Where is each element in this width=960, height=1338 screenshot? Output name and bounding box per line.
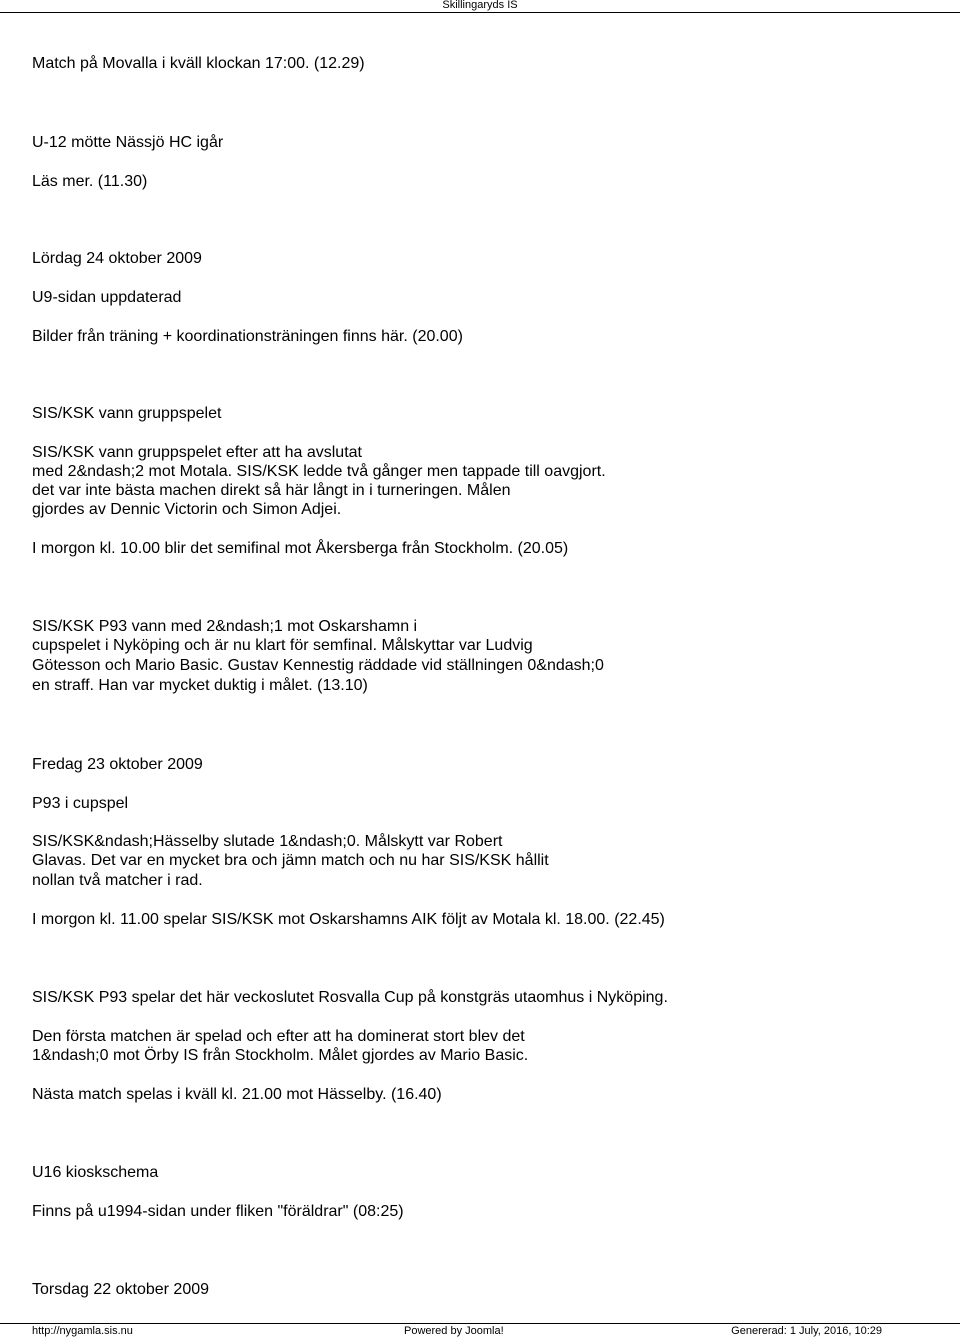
news-headline[interactable]: U16 kioskschema bbox=[32, 1164, 159, 1181]
page-header-title: Skillingaryds IS bbox=[442, 0, 518, 11]
news-line: I morgon kl. 11.00 spelar SIS/KSK mot Oskarshamns AIK följt av Motala kl. 18.00. (22.45) bbox=[32, 911, 665, 928]
news-line: gjordes av Dennic Victorin och Simon Adjei. bbox=[32, 501, 342, 518]
news-line: SIS/KSK&ndash;Hässelby slutade 1&ndash;0. Målskytt var Robert bbox=[32, 833, 503, 850]
news-line: Bilder från träning + koordinationsträningen finns här. (20.00) bbox=[32, 328, 463, 345]
footer-powered-by: Powered by Joomla! bbox=[404, 1325, 504, 1337]
news-line: SIS/KSK vann gruppspelet efter att ha avslutat bbox=[32, 444, 362, 461]
news-line: Match på Movalla i kväll klockan 17:00. (12.29) bbox=[32, 55, 365, 72]
footer-generated-date: Genererad: 1 July, 2016, 10:29 bbox=[731, 1325, 882, 1337]
news-line: cupspelet i Nyköping och är nu klart för semfinal. Målskyttar var Ludvig bbox=[32, 637, 533, 654]
date-heading: Lördag 24 oktober 2009 bbox=[32, 250, 202, 267]
news-headline[interactable]: P93 i cupspel bbox=[32, 795, 129, 812]
page-footer bbox=[0, 1326, 960, 1338]
news-headline[interactable]: U-12 mötte Nässjö HC igår bbox=[32, 134, 224, 151]
footer-divider bbox=[0, 1323, 960, 1324]
news-line: Den första matchen är spelad och efter att ha dominerat stort blev det bbox=[32, 1028, 525, 1045]
news-line: Götesson och Mario Basic. Gustav Kennestig räddade vid ställningen 0&ndash;0 bbox=[32, 657, 604, 674]
date-heading: Torsdag 22 oktober 2009 bbox=[32, 1281, 210, 1298]
news-line: 1&ndash;0 mot Örby IS från Stockholm. Målet gjordes av Mario Basic. bbox=[32, 1047, 529, 1064]
news-headline[interactable]: U9-sidan uppdaterad bbox=[32, 289, 182, 306]
date-heading: Fredag 23 oktober 2009 bbox=[32, 756, 203, 773]
news-line: Glavas. Det var en mycket bra och jämn match och nu har SIS/KSK hållit bbox=[32, 852, 549, 869]
news-line: Nästa match spelas i kväll kl. 21.00 mot Hässelby. (16.40) bbox=[32, 1086, 442, 1103]
news-line[interactable]: Läs mer. (11.30) bbox=[32, 173, 148, 190]
header-divider bbox=[0, 12, 960, 13]
news-line: Finns på u1994-sidan under fliken "föräldrar" (08:25) bbox=[32, 1203, 404, 1220]
news-line: SIS/KSK P93 spelar det här veckoslutet Rosvalla Cup på konstgräs utaomhus i Nyköping. bbox=[32, 989, 668, 1006]
news-line: I morgon kl. 10.00 blir det semifinal mot Åkersberga från Stockholm. (20.05) bbox=[32, 540, 569, 557]
footer-url-link[interactable]: http://nygamla.sis.nu bbox=[32, 1325, 133, 1337]
news-line: SIS/KSK P93 vann med 2&ndash;1 mot Oskarshamn i bbox=[32, 618, 418, 635]
news-line: det var inte bästa machen direkt så här långt in i turneringen. Målen bbox=[32, 482, 511, 499]
news-line: nollan två matcher i rad. bbox=[32, 872, 203, 889]
news-headline[interactable]: SIS/KSK vann gruppspelet bbox=[32, 405, 222, 422]
news-line: en straff. Han var mycket duktig i målet. (13.10) bbox=[32, 677, 368, 694]
news-line: med 2&ndash;2 mot Motala. SIS/KSK ledde två gånger men tappade till oavgjort. bbox=[32, 463, 606, 480]
